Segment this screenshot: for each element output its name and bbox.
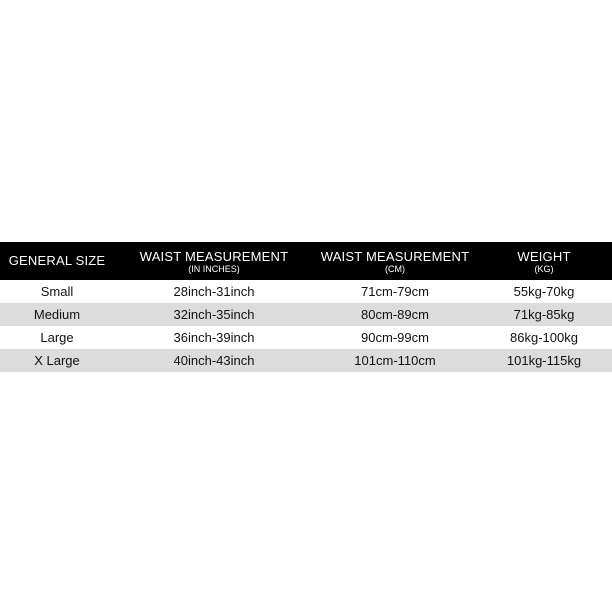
cell-waist-cm: 101cm-110cm (354, 353, 436, 368)
cell-waist-inches: 40inch-43inch (173, 353, 255, 368)
header-unit: (CM) (385, 264, 405, 274)
table-row-large (0, 326, 612, 349)
cell-size: Small (40, 284, 74, 299)
cell-waist-cm: 80cm-89cm (361, 307, 429, 322)
header-general-size (0, 242, 114, 280)
cell-waist-cm: 71cm-79cm (361, 284, 429, 299)
cell-weight: 86kg-100kg (510, 330, 578, 345)
cell-size: Medium (33, 307, 81, 322)
cell-waist-cm: 90cm-99cm (361, 330, 429, 345)
header-waist-inches (114, 242, 314, 280)
header-unit: (KG) (534, 264, 554, 274)
header-title: GENERAL SIZE (8, 253, 106, 268)
cell-size: X Large (34, 353, 80, 368)
cell-weight: 55kg-70kg (513, 284, 575, 299)
cell-size: Large (40, 330, 74, 345)
cell-weight: 101kg-115kg (506, 353, 582, 368)
cell-waist-inches: 36inch-39inch (173, 330, 255, 345)
header-weight (476, 242, 612, 280)
header-waist-cm (314, 242, 476, 280)
cell-weight: 71kg-85kg (513, 307, 575, 322)
size-chart-table (0, 242, 612, 372)
table-row-medium (0, 303, 612, 326)
table-row-x-large (0, 349, 612, 372)
table-header-row (0, 242, 612, 280)
header-title: WAIST MEASUREMENT (139, 249, 289, 264)
header-title: WAIST MEASUREMENT (320, 249, 470, 264)
cell-waist-inches: 32inch-35inch (173, 307, 255, 322)
header-unit: (IN INCHES) (188, 264, 240, 274)
table-row-small (0, 280, 612, 303)
cell-waist-inches: 28inch-31inch (173, 284, 255, 299)
header-title: WEIGHT (517, 249, 571, 264)
